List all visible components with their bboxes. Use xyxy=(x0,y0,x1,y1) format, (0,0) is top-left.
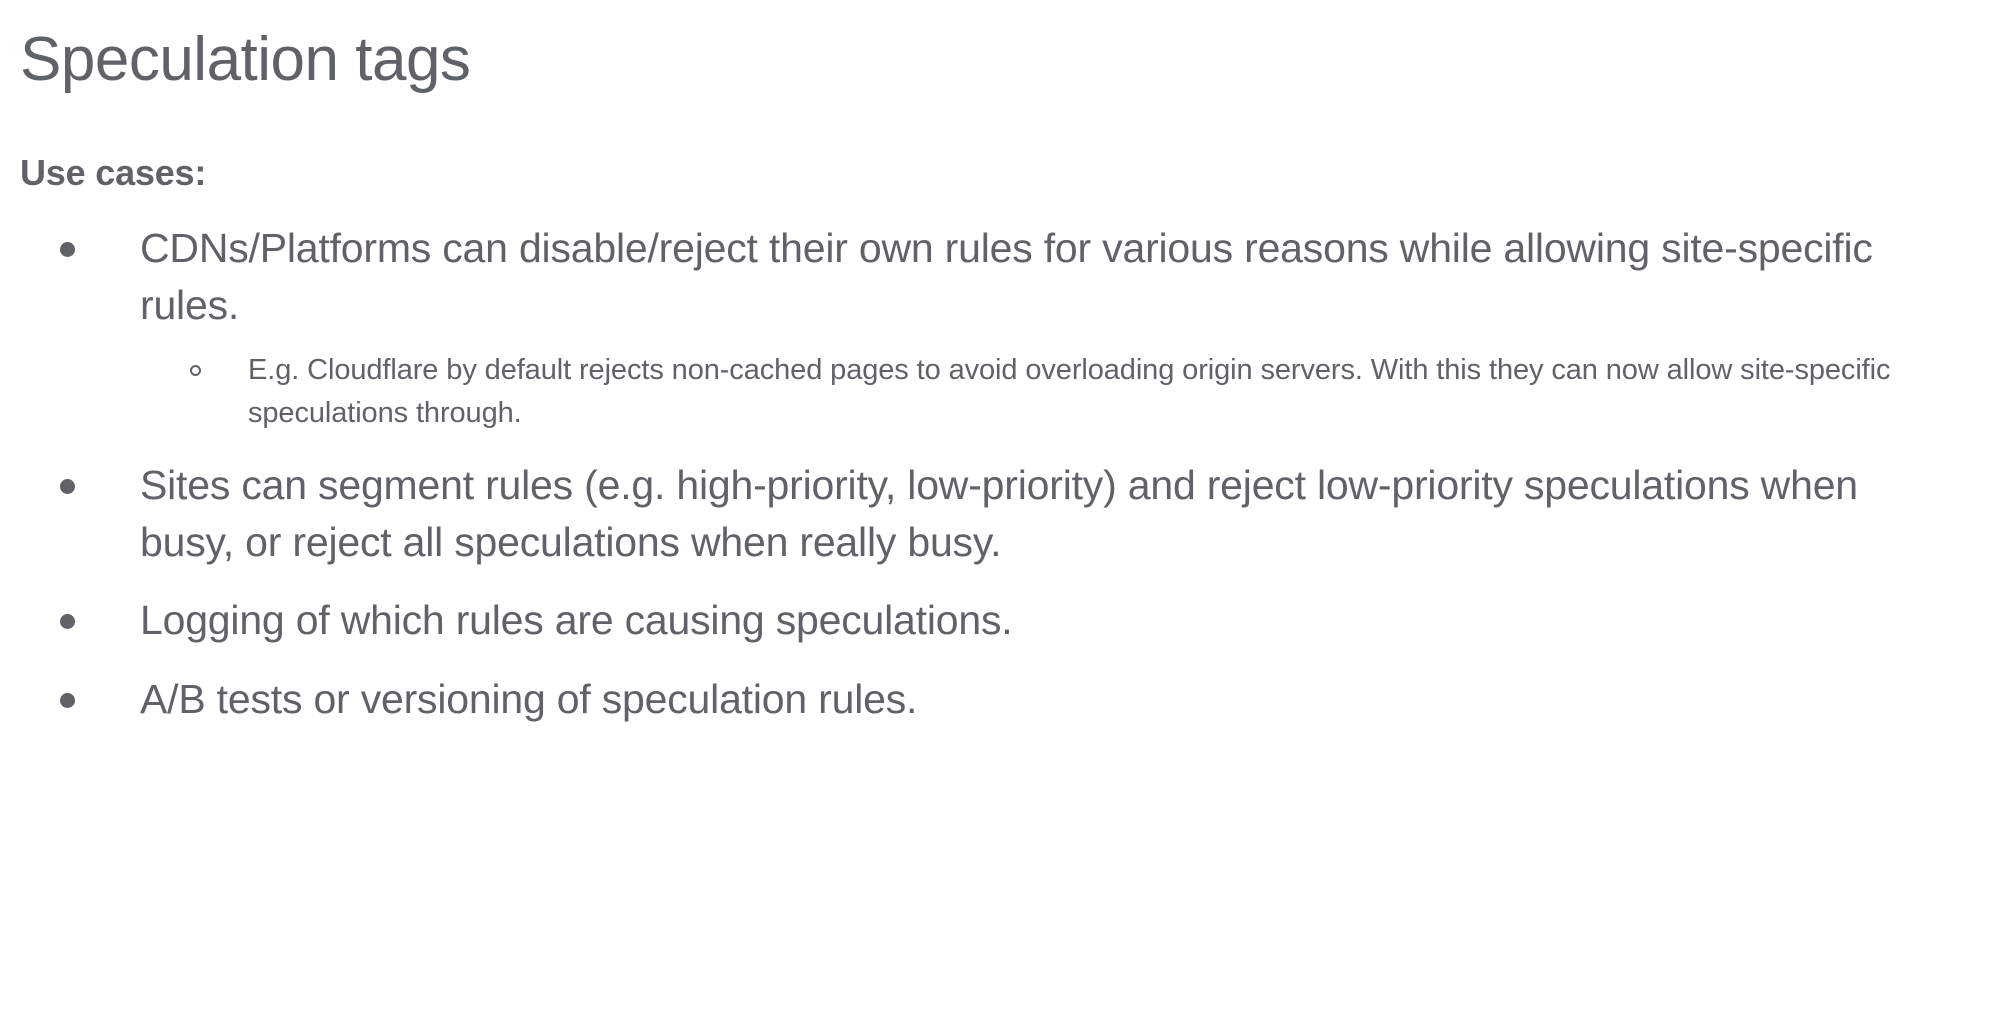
sub-list xyxy=(140,349,1959,435)
list-item xyxy=(18,671,1959,728)
section-heading-use-cases: Use cases: xyxy=(20,152,207,194)
bullet-ring-icon xyxy=(190,365,201,376)
bullet-dot-icon xyxy=(60,479,75,494)
page-title: Speculation tags xyxy=(20,25,471,94)
sub-list-item-text: E.g. Cloudflare by default rejects non-cached pages to avoid overloading origin servers. With this they can now allow site-specific speculations through. xyxy=(248,354,1891,430)
list-item xyxy=(18,220,1959,435)
bullet-dot-icon xyxy=(60,242,75,257)
list-item xyxy=(18,457,1959,570)
use-cases-list xyxy=(18,220,1959,727)
list-item-text: CDNs/Platforms can disable/reject their own rules for various reasons while allowing site-specific rules. xyxy=(140,225,1873,328)
list-item-text: Logging of which rules are causing speculations. xyxy=(140,597,1013,644)
list-item xyxy=(18,592,1959,649)
bullet-dot-icon xyxy=(60,614,75,629)
sub-list-item xyxy=(140,349,1959,435)
list-item-text: Sites can segment rules (e.g. high-priority, low-priority) and reject low-priority speculations when busy, or reject all speculations when really busy. xyxy=(140,462,1858,565)
list-item-text: A/B tests or versioning of speculation rules. xyxy=(140,675,918,722)
bullet-dot-icon xyxy=(60,693,75,708)
